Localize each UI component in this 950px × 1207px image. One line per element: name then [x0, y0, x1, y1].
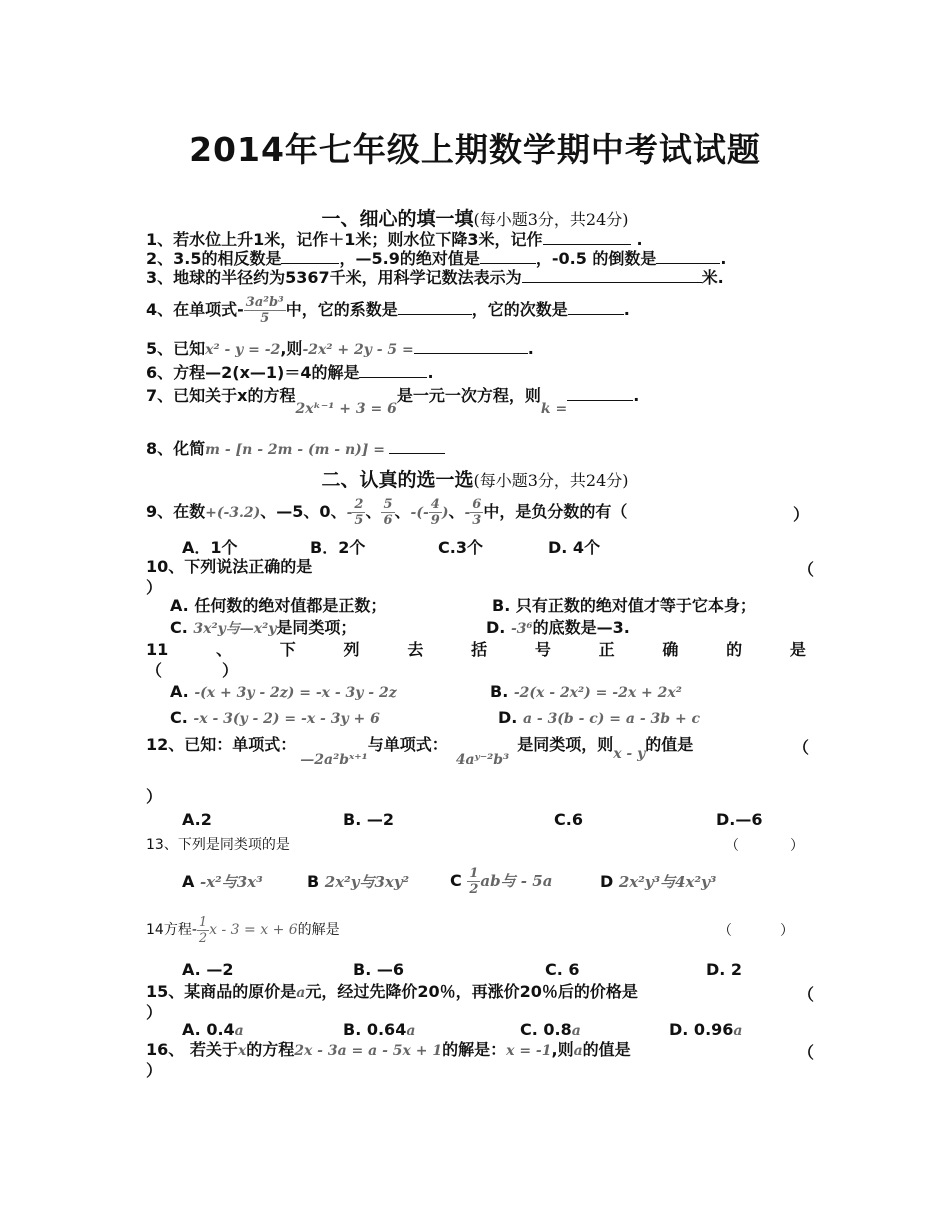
option-d[interactable]: D 2x²y³与4x²y³	[600, 872, 717, 891]
fraction: $\frac{6}{3}$	[472, 497, 482, 528]
page-title: 2014年七年级上期数学期中考试试题	[189, 130, 761, 169]
answer-blank[interactable]	[359, 363, 427, 378]
answer-blank[interactable]	[567, 386, 633, 401]
fraction: $\frac{2}{5}$	[354, 497, 364, 528]
option-d[interactable]: D.—6	[716, 810, 763, 829]
fraction: $\frac{5}{6}$	[383, 497, 393, 528]
question-8: 8、化简m - [n - 2m - (m - n)] =	[146, 439, 445, 460]
answer-blank[interactable]	[389, 439, 445, 454]
option-c[interactable]: C.6	[554, 810, 583, 829]
answer-blank[interactable]	[543, 230, 631, 245]
answer-paren-close: ）	[222, 661, 239, 680]
option-c[interactable]: C. 0.8a	[520, 1020, 581, 1039]
fraction: $\frac{4}{9}$	[430, 497, 440, 528]
answer-paren-open: （	[798, 985, 815, 1004]
option-d[interactable]: D. 2	[706, 960, 743, 979]
answer-paren-open: （	[798, 560, 815, 579]
option-d[interactable]: D. -3⁶的底数是—3.	[486, 618, 630, 637]
answer-paren-open: （	[718, 923, 732, 939]
option-c[interactable]: C. 6	[545, 960, 580, 979]
answer-paren-close: ）	[790, 838, 804, 854]
question-5: 5、已知x² - y = -2,则-2x² + 2y - 5 = .	[146, 339, 534, 358]
question-2: 2、3.5的相反数是 ，—5.9的绝对值是 ，-0.5 的倒数是 .	[146, 249, 727, 268]
option-c[interactable]: C $\frac{1}{2}$ ab与 - 5a	[450, 866, 553, 897]
question-15: 15、某商品的原价是a元，经过先降价20％，再涨价20％后的价格是	[146, 982, 638, 1001]
fraction: $\frac{\text{3a²b³}}{5}$	[245, 295, 284, 326]
answer-paren-close: ）	[146, 787, 163, 806]
answer-paren-close: ）	[146, 1061, 163, 1080]
question-14: 14方程- $\frac{1}{2}$ x - 3 = x + 6的解是	[146, 914, 340, 946]
option-c[interactable]: C.3个	[438, 538, 483, 557]
section-2-heading: 二、认真的选一选(每小题3分，共24分)	[321, 469, 629, 491]
answer-blank[interactable]	[281, 249, 339, 264]
fraction: $\frac{1}{2}$	[198, 914, 208, 946]
question-7: 7、已知关于x的方程2xᵏ⁻¹ + 3 = 6是一元一次方程，则k =.	[146, 386, 640, 417]
answer-paren-close: ）	[780, 923, 794, 939]
answer-paren-close: ）	[146, 578, 163, 597]
answer-blank[interactable]	[522, 268, 702, 283]
option-b[interactable]: B 2x²y与3xy²	[307, 872, 410, 891]
section-1-heading: 一、细心的填一填(每小题3分，共24分)	[321, 208, 629, 230]
question-9: 9、在数+(-3.2)、—5、0、- $\frac{2}{5}$ 、 $\frac{5}{6}$ 、-(- $\frac{4}{9}$ )、- $\frac{6}{3}$ 中，是负分数的有（	[146, 497, 628, 528]
question-6: 6、方程—2(x—1)＝4的解是 .	[146, 363, 434, 382]
fraction: $\frac{1}{2}$	[469, 866, 479, 897]
option-c[interactable]: C. -x - 3(y - 2) = -x - 3y + 6	[170, 708, 380, 727]
answer-paren-open: （	[793, 738, 810, 757]
option-a[interactable]: A．1个	[182, 538, 238, 557]
option-b[interactable]: B. 只有正数的绝对值才等于它本身；	[492, 596, 756, 615]
option-b[interactable]: B. -2(x - 2x²) = -2x + 2x²	[490, 682, 682, 701]
option-a[interactable]: A. 任何数的绝对值都是正数；	[170, 596, 387, 615]
question-16: 16、 若关于x的方程2x - 3a = a - 5x + 1的解是：x = -1,则a的值是	[146, 1040, 631, 1059]
option-a[interactable]: A.2	[182, 810, 212, 829]
answer-paren-close: ）	[793, 505, 810, 524]
option-a[interactable]: A. 0.4a	[182, 1020, 244, 1039]
answer-blank[interactable]	[414, 339, 528, 354]
option-d[interactable]: D. 0.96a	[669, 1020, 743, 1039]
option-b[interactable]: B. —6	[353, 960, 404, 979]
answer-blank[interactable]	[398, 300, 472, 315]
question-10: 10、下列说法正确的是	[146, 557, 313, 576]
option-a[interactable]: A. -(x + 3y - 2z) = -x - 3y - 2z	[170, 682, 397, 701]
answer-blank[interactable]	[568, 300, 624, 315]
option-c[interactable]: C. 3x²y与—x²y是同类项；	[170, 618, 357, 637]
option-a[interactable]: A -x²与3x³	[182, 872, 263, 891]
question-1: 1、若水位上升1米，记作＋1米；则水位下降3米，记作 .	[146, 230, 643, 249]
answer-blank[interactable]	[480, 249, 536, 264]
option-d[interactable]: D. a - 3(b - c) = a - 3b + c	[498, 708, 701, 727]
answer-paren-open: （	[798, 1043, 815, 1062]
answer-paren-open: （	[725, 838, 739, 854]
answer-blank[interactable]	[656, 249, 720, 264]
question-3: 3、地球的半径约为5367千米，用科学记数法表示为 米.	[146, 268, 724, 287]
option-b[interactable]: B. 0.64a	[343, 1020, 416, 1039]
option-b[interactable]: B. —2	[343, 810, 394, 829]
option-b[interactable]: B．2个	[310, 538, 366, 557]
question-11: 11 、 下 列 去 括 号 正 确 的 是	[146, 640, 806, 659]
question-4: 4、在单项式- $\frac{\text{3a²b³}}{5}$ 中，它的系数是 ，它的次数是 .	[146, 295, 630, 326]
option-d[interactable]: D. 4个	[548, 538, 601, 557]
question-12: 12、已知：单项式：—2a²bˣ⁺¹与单项式：4aʸ⁻²b³是同类项，则x - y的值是	[146, 735, 694, 768]
answer-paren-open: （	[146, 661, 163, 680]
option-a[interactable]: A. —2	[182, 960, 234, 979]
answer-paren-close: ）	[146, 1003, 163, 1022]
question-13: 13、下列是同类项的是	[146, 837, 290, 853]
